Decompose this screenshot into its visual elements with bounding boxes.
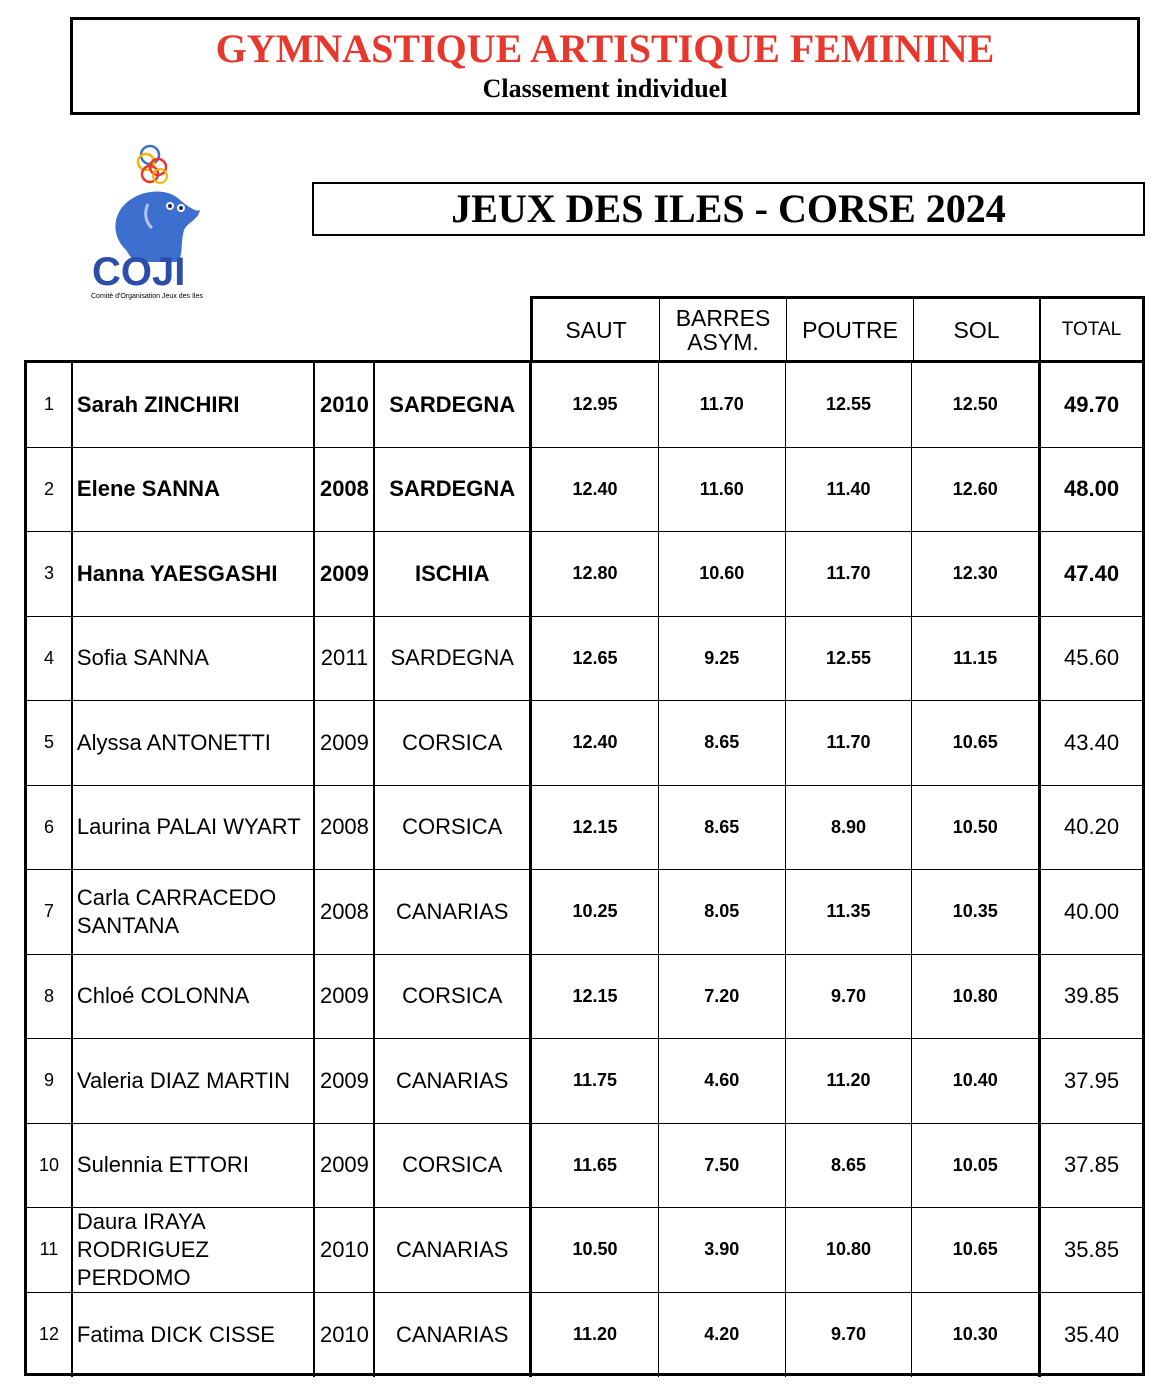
sol-score-cell xyxy=(912,1208,1039,1292)
island-cell xyxy=(375,701,532,785)
birth-year-text: 2009 xyxy=(319,729,369,755)
birth-year-cell xyxy=(315,1293,375,1378)
rank-text: 1 xyxy=(43,394,54,415)
saut-score-text: 12.15 xyxy=(572,816,618,837)
barres-score-text: 3.90 xyxy=(704,1239,740,1260)
sol-score-text: 10.40 xyxy=(952,1070,998,1091)
barres-score-cell xyxy=(659,870,786,954)
rank-text: 4 xyxy=(43,647,54,668)
sol-score-cell xyxy=(912,532,1039,616)
sol-score-cell xyxy=(912,955,1039,1039)
island-text: CORSICA xyxy=(402,814,503,840)
poutre-score-cell xyxy=(786,448,913,532)
island-cell xyxy=(375,955,532,1039)
saut-score-cell xyxy=(532,786,659,870)
birth-year-cell xyxy=(315,870,375,954)
total-score-text: 48.00 xyxy=(1064,476,1120,502)
rank-cell xyxy=(27,1293,73,1378)
island-text: CORSICA xyxy=(402,729,503,755)
island-cell xyxy=(375,617,532,701)
table-row xyxy=(27,1039,1142,1124)
header-poutre: POUTRE xyxy=(787,299,914,361)
table-row xyxy=(27,363,1142,448)
barres-score-text: 4.20 xyxy=(704,1324,740,1345)
results-table xyxy=(24,360,1145,1376)
total-score-text: 35.40 xyxy=(1064,1321,1120,1347)
barres-score-cell xyxy=(659,701,786,785)
poutre-score-text: 8.65 xyxy=(830,1154,867,1175)
birth-year-text: 2008 xyxy=(319,898,369,924)
birth-year-cell xyxy=(315,617,375,701)
header-total: TOTAL xyxy=(1061,319,1122,340)
total-score-cell xyxy=(1039,955,1142,1039)
saut-score-text: 12.40 xyxy=(572,732,618,753)
event-title: JEUX DES ILES - CORSE 2024 xyxy=(312,182,1145,236)
rank-cell xyxy=(27,1208,73,1292)
athlete-name-cell xyxy=(73,1208,316,1292)
rank-text: 5 xyxy=(43,732,54,753)
rank-cell xyxy=(27,617,73,701)
rank-cell xyxy=(27,448,73,532)
poutre-score-text: 9.70 xyxy=(830,1324,867,1345)
barres-score-text: 11.60 xyxy=(699,478,744,499)
rank-cell xyxy=(27,701,73,785)
total-score-cell xyxy=(1039,363,1142,447)
barres-score-text: 7.20 xyxy=(704,985,740,1006)
barres-score-cell xyxy=(659,1293,786,1378)
sol-score-text: 10.35 xyxy=(952,901,998,922)
barres-score-cell xyxy=(659,1039,786,1123)
birth-year-cell xyxy=(315,1208,375,1292)
sol-score-text: 11.15 xyxy=(953,647,998,668)
sol-score-text: 10.30 xyxy=(952,1324,998,1345)
sol-score-text: 10.50 xyxy=(952,816,998,837)
island-cell xyxy=(375,786,532,870)
saut-score-cell xyxy=(532,955,659,1039)
table-row xyxy=(27,701,1142,786)
rank-text: 7 xyxy=(43,901,54,922)
poutre-score-text: 10.80 xyxy=(825,1239,872,1260)
athlete-name-cell xyxy=(73,532,316,616)
island-text: CANARIAS xyxy=(395,898,509,924)
birth-year-cell xyxy=(315,1039,375,1123)
athlete-name-cell xyxy=(73,701,316,785)
athlete-name-text: Chloé COLONNA xyxy=(76,983,250,1009)
island-cell xyxy=(375,1208,532,1292)
athlete-name-cell xyxy=(73,448,316,532)
header-barres xyxy=(660,299,787,361)
sol-score-cell xyxy=(912,363,1039,447)
table-row xyxy=(27,955,1142,1040)
athlete-name-text: Elene SANNA xyxy=(76,476,220,502)
island-text: CANARIAS xyxy=(395,1321,509,1347)
barres-score-text: 8.65 xyxy=(704,816,740,837)
sol-score-cell xyxy=(912,448,1039,532)
rank-text: 6 xyxy=(43,816,54,837)
sol-score-text: 12.50 xyxy=(952,394,998,415)
sol-score-text: 10.65 xyxy=(952,1239,998,1260)
rank-text: 10 xyxy=(38,1154,59,1175)
saut-score-text: 12.80 xyxy=(572,563,618,584)
rank-text: 3 xyxy=(43,563,54,584)
birth-year-cell xyxy=(315,786,375,870)
total-score-text: 39.85 xyxy=(1064,983,1120,1009)
birth-year-text: 2009 xyxy=(319,983,369,1009)
athlete-name-cell xyxy=(73,786,316,870)
athlete-name-text: Sulennia ETTORI xyxy=(76,1152,249,1178)
barres-score-text: 8.65 xyxy=(704,732,740,753)
birth-year-text: 2009 xyxy=(319,560,369,586)
rank-text: 9 xyxy=(43,1070,54,1091)
total-score-cell xyxy=(1039,1293,1142,1378)
sol-score-cell xyxy=(912,701,1039,785)
island-text: ISCHIA xyxy=(414,560,490,586)
birth-year-text: 2008 xyxy=(319,814,369,840)
birth-year-text: 2010 xyxy=(319,1236,369,1262)
header-saut: SAUT xyxy=(533,299,660,361)
saut-score-cell xyxy=(532,1039,659,1123)
rank-cell xyxy=(27,532,73,616)
sol-score-cell xyxy=(912,617,1039,701)
birth-year-text: 2010 xyxy=(319,391,369,417)
island-cell xyxy=(375,1124,532,1208)
sol-score-text: 12.30 xyxy=(952,563,998,584)
athlete-name-text: Fatima DICK CISSE xyxy=(76,1321,275,1347)
poutre-score-text: 9.70 xyxy=(830,985,867,1006)
poutre-score-cell xyxy=(786,1293,913,1378)
header-barres-line2: ASYM. xyxy=(687,329,759,355)
total-score-cell xyxy=(1039,617,1142,701)
island-text: CANARIAS xyxy=(395,1236,509,1262)
island-text: SARDEGNA xyxy=(390,645,514,671)
island-text: CORSICA xyxy=(402,983,503,1009)
poutre-score-cell xyxy=(786,1039,913,1123)
island-text: SARDEGNA xyxy=(389,391,516,417)
athlete-name-cell xyxy=(73,1039,316,1123)
athlete-name-cell xyxy=(73,363,316,447)
athlete-name-text: Sarah ZINCHIRI xyxy=(76,391,240,417)
island-text: CORSICA xyxy=(402,1152,503,1178)
island-cell xyxy=(375,870,532,954)
total-score-cell xyxy=(1039,701,1142,785)
barres-score-text: 10.60 xyxy=(699,563,745,584)
barres-score-cell xyxy=(659,1124,786,1208)
rank-cell xyxy=(27,786,73,870)
athlete-name-text: Alyssa ANTONETTI xyxy=(76,729,271,755)
sol-score-cell xyxy=(912,870,1039,954)
table-row xyxy=(27,532,1142,617)
title-box xyxy=(70,17,1140,115)
poutre-score-cell xyxy=(786,701,913,785)
birth-year-text: 2008 xyxy=(319,476,369,502)
saut-score-text: 10.25 xyxy=(572,901,618,922)
total-score-text: 45.60 xyxy=(1064,645,1120,671)
island-text: SARDEGNA xyxy=(389,476,516,502)
subtitle: Classement individuel xyxy=(482,74,728,103)
barres-score-cell xyxy=(659,617,786,701)
rank-text: 12 xyxy=(38,1324,59,1345)
total-score-text: 40.20 xyxy=(1064,814,1120,840)
main-title: GYMNASTIQUE ARTISTIQUE FEMININE xyxy=(215,26,995,71)
total-score-text: 43.40 xyxy=(1064,729,1120,755)
poutre-score-text: 11.40 xyxy=(826,478,871,499)
saut-score-cell xyxy=(532,870,659,954)
saut-score-cell xyxy=(532,448,659,532)
table-row xyxy=(27,617,1142,702)
saut-score-text: 11.20 xyxy=(572,1324,617,1345)
island-cell xyxy=(375,363,532,447)
total-score-cell xyxy=(1039,1124,1142,1208)
birth-year-cell xyxy=(315,701,375,785)
table-row xyxy=(27,448,1142,533)
saut-score-cell xyxy=(532,617,659,701)
saut-score-text: 12.15 xyxy=(572,985,618,1006)
rank-text: 8 xyxy=(43,985,54,1006)
barres-score-text: 9.25 xyxy=(704,647,740,668)
saut-score-text: 12.65 xyxy=(572,647,618,668)
poutre-score-cell xyxy=(786,786,913,870)
sol-score-cell xyxy=(912,1124,1039,1208)
athlete-name-cell xyxy=(73,1293,316,1378)
sol-score-text: 10.80 xyxy=(952,985,998,1006)
poutre-score-text: 12.55 xyxy=(825,394,872,415)
barres-score-text: 11.70 xyxy=(699,394,744,415)
poutre-score-text: 11.70 xyxy=(826,732,871,753)
total-score-text: 49.70 xyxy=(1064,391,1120,417)
sol-score-text: 12.60 xyxy=(952,478,998,499)
saut-score-text: 12.40 xyxy=(572,478,618,499)
saut-score-cell xyxy=(532,1293,659,1378)
sol-score-text: 10.05 xyxy=(952,1154,998,1175)
logo-text: COJI xyxy=(92,250,186,294)
sol-score-cell xyxy=(912,1039,1039,1123)
rank-cell xyxy=(27,870,73,954)
poutre-score-cell xyxy=(786,870,913,954)
header-sol: SOL xyxy=(914,299,1041,361)
saut-score-cell xyxy=(532,1124,659,1208)
sol-score-cell xyxy=(912,786,1039,870)
total-score-cell xyxy=(1039,870,1142,954)
rank-cell xyxy=(27,363,73,447)
island-cell xyxy=(375,532,532,616)
barres-score-cell xyxy=(659,1208,786,1292)
saut-score-cell xyxy=(532,1208,659,1292)
barres-score-text: 4.60 xyxy=(704,1070,740,1091)
athlete-name-cell xyxy=(73,617,316,701)
total-score-cell xyxy=(1039,786,1142,870)
birth-year-cell xyxy=(315,448,375,532)
sol-score-cell xyxy=(912,1293,1039,1378)
island-cell xyxy=(375,1293,532,1378)
poutre-score-text: 11.35 xyxy=(826,901,871,922)
poutre-score-cell xyxy=(786,1208,913,1292)
athlete-name-cell xyxy=(73,955,316,1039)
table-row xyxy=(27,1124,1142,1209)
total-score-text: 47.40 xyxy=(1064,560,1120,586)
athlete-name-text: Daura IRAYA RODRIGUEZ PERDOMO xyxy=(76,1208,209,1290)
birth-year-cell xyxy=(315,955,375,1039)
barres-score-cell xyxy=(659,532,786,616)
total-score-cell xyxy=(1039,1208,1142,1292)
total-score-text: 37.95 xyxy=(1064,1067,1120,1093)
sol-score-text: 10.65 xyxy=(952,732,998,753)
saut-score-text: 11.65 xyxy=(572,1154,617,1175)
rank-cell xyxy=(27,1039,73,1123)
birth-year-cell xyxy=(315,363,375,447)
saut-score-cell xyxy=(532,532,659,616)
total-score-text: 35.85 xyxy=(1064,1236,1120,1262)
table-row xyxy=(27,1208,1142,1293)
total-score-cell xyxy=(1039,532,1142,616)
rank-text: 11 xyxy=(39,1239,59,1260)
athlete-name-text: Sofia SANNA xyxy=(76,645,209,671)
saut-score-cell xyxy=(532,701,659,785)
header-barres-line1: BARRES xyxy=(675,305,771,331)
saut-score-cell xyxy=(532,363,659,447)
barres-score-text: 7.50 xyxy=(704,1154,740,1175)
island-cell xyxy=(375,448,532,532)
birth-year-text: 2009 xyxy=(319,1152,369,1178)
birth-year-text: 2011 xyxy=(320,645,369,671)
total-score-cell xyxy=(1039,448,1142,532)
score-column-header xyxy=(530,296,1145,361)
birth-year-text: 2010 xyxy=(319,1321,369,1347)
athlete-name-text: Hanna YAESGASHI xyxy=(76,560,278,586)
birth-year-cell xyxy=(315,532,375,616)
table-row xyxy=(27,870,1142,955)
birth-year-cell xyxy=(315,1124,375,1208)
saut-score-text: 11.75 xyxy=(572,1070,617,1091)
barres-score-cell xyxy=(659,363,786,447)
poutre-score-cell xyxy=(786,955,913,1039)
island-cell xyxy=(375,1039,532,1123)
rank-cell xyxy=(27,1124,73,1208)
poutre-score-cell xyxy=(786,363,913,447)
birth-year-text: 2009 xyxy=(319,1067,369,1093)
barres-score-cell xyxy=(659,448,786,532)
saut-score-text: 12.95 xyxy=(572,394,618,415)
barres-score-cell xyxy=(659,786,786,870)
logo-subtext: Comité d'Organisation Jeux des Iles xyxy=(91,293,203,300)
total-score-text: 40.00 xyxy=(1064,898,1120,924)
rank-cell xyxy=(27,955,73,1039)
total-score-cell xyxy=(1039,1039,1142,1123)
poutre-score-cell xyxy=(786,1124,913,1208)
saut-score-text: 10.50 xyxy=(572,1239,618,1260)
total-score-text: 37.85 xyxy=(1064,1152,1120,1178)
athlete-name-text: Valeria DIAZ MARTIN xyxy=(76,1067,291,1093)
poutre-score-text: 12.55 xyxy=(825,647,872,668)
rank-text: 2 xyxy=(43,478,54,499)
poutre-score-cell xyxy=(786,532,913,616)
poutre-score-text: 11.70 xyxy=(826,563,871,584)
table-row xyxy=(27,786,1142,871)
athlete-name-text: Carla CARRACEDO SANTANA xyxy=(76,884,277,938)
poutre-score-text: 11.20 xyxy=(826,1070,871,1091)
athlete-name-text: Laurina PALAI WYART xyxy=(76,814,301,840)
poutre-score-text: 8.90 xyxy=(830,816,867,837)
athlete-name-cell xyxy=(73,870,316,954)
table-row xyxy=(27,1293,1142,1378)
barres-score-cell xyxy=(659,955,786,1039)
coji-logo xyxy=(88,140,213,305)
athlete-name-cell xyxy=(73,1124,316,1208)
poutre-score-cell xyxy=(786,617,913,701)
island-text: CANARIAS xyxy=(395,1067,509,1093)
barres-score-text: 8.05 xyxy=(704,901,740,922)
